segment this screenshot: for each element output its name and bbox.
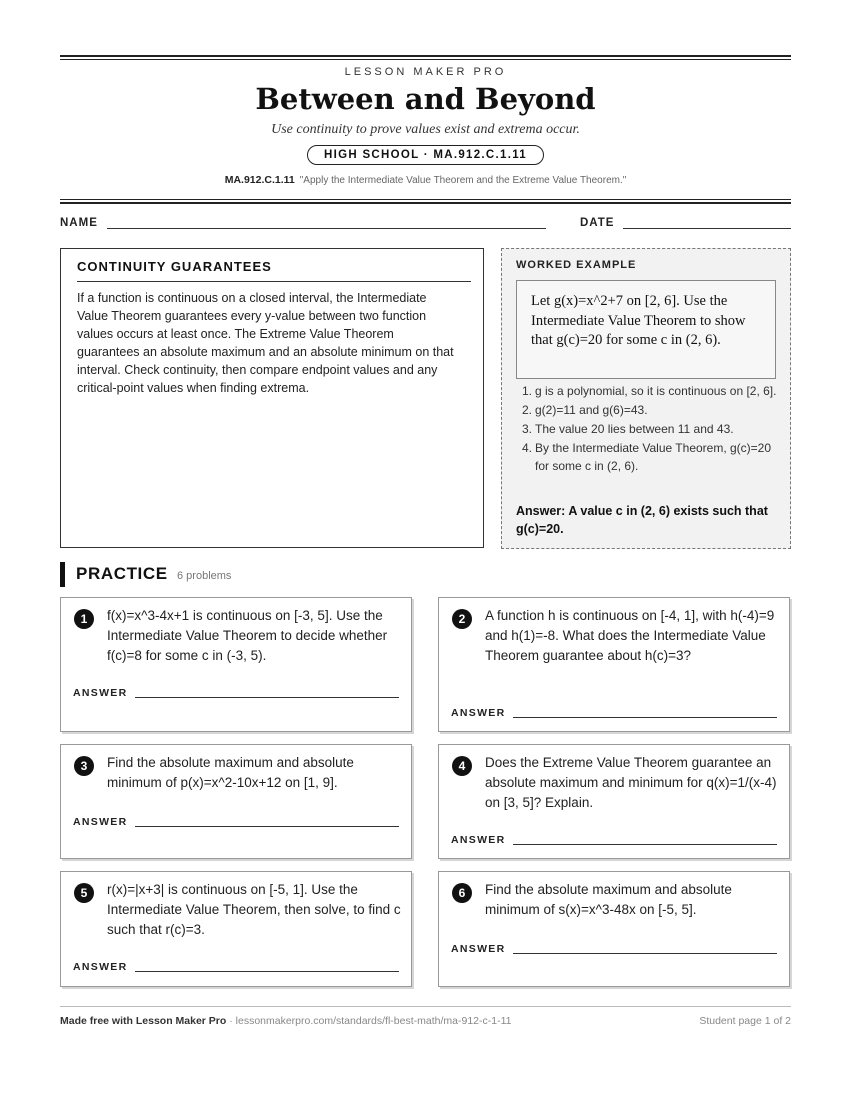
answer-field[interactable]	[135, 971, 399, 972]
header-top-rule-inner	[60, 59, 791, 60]
step-text: g is a polynomial, so it is continuous on [2, 6].	[535, 384, 777, 398]
standard-code: MA.912.C.1.11	[224, 174, 295, 186]
answer-label: ANSWER	[451, 943, 506, 955]
footer-url: · lessonmakerpro.com/standards/fl-best-math/ma-912-c-1-11	[226, 1015, 512, 1027]
standard-line	[60, 174, 791, 186]
problem-text: Find the absolute maximum and absolute minimum of p(x)=x^2-10x+12 on [1, 9].	[107, 755, 354, 790]
answer-label: ANSWER	[73, 816, 128, 828]
problem-text: r(x)=|x+3| is continuous on [-5, 1]. Use the Intermediate Value Theorem, then solve, to find c such that r(c)=3.	[107, 882, 401, 937]
name-field[interactable]	[107, 228, 546, 229]
problem-card-1	[60, 597, 412, 732]
worked-example-step	[516, 402, 778, 420]
problem-card-4	[438, 744, 790, 859]
step-number: 1.	[522, 384, 533, 398]
problem-text: Does the Extreme Value Theorem guarantee an absolute maximum and minimum for q(x)=1/(x-4) on [3, 5]? Explain.	[485, 755, 777, 810]
answer-label: ANSWER	[73, 961, 128, 973]
continuity-title: CONTINUITY GUARANTEES	[77, 259, 272, 274]
footer-made-with: Made free with Lesson Maker Pro	[60, 1015, 227, 1027]
problem-number-badge: 1	[74, 609, 94, 629]
problem-number-badge: 3	[74, 756, 94, 776]
name-label: NAME	[60, 217, 98, 229]
header-bottom-rule-inner	[60, 199, 791, 200]
continuity-guarantees-box	[60, 248, 484, 548]
answer-field[interactable]	[513, 844, 777, 845]
worked-example-step	[516, 440, 778, 475]
problem-card-5	[60, 871, 412, 987]
grade-pill-wrap	[60, 145, 791, 165]
standard-text: "Apply the Intermediate Value Theorem and the Extreme Value Theorem."	[299, 175, 627, 186]
problem-text: f(x)=x^3-4x+1 is continuous on [-3, 5]. Use the Intermediate Value Theorem to decide whether f(c)=8 for some c in (-3, 5).	[107, 608, 388, 663]
header-top-rule	[60, 55, 791, 57]
answer-label: ANSWER	[451, 707, 506, 719]
problem-text: Find the absolute maximum and absolute minimum of s(x)=x^3-48x on [-5, 5].	[485, 882, 732, 917]
footer-divider	[60, 1006, 791, 1007]
problem-card-6	[438, 871, 790, 987]
worked-example-steps	[516, 383, 778, 477]
answer-field[interactable]	[513, 953, 777, 954]
continuity-body: If a function is continuous on a closed interval, the Intermediate Value Theorem guarantees every y-value between two function values occurs at least once. The Extreme Value Theorem guarantees an absolute maximum and an absolute minimum on that interval. Check continuity, then compare endpoint values and any critical-point values when finding extrema.	[77, 291, 454, 395]
page-title: Between and Beyond	[255, 82, 596, 116]
problem-card-3	[60, 744, 412, 859]
step-number: 4.	[522, 441, 533, 455]
problem-number-badge: 4	[452, 756, 472, 776]
answer-field[interactable]	[135, 826, 399, 827]
practice-title: PRACTICE	[76, 564, 168, 583]
step-number: 3.	[522, 422, 533, 436]
answer-field[interactable]	[513, 717, 777, 718]
worked-example-step	[516, 421, 778, 439]
worked-example-answer: Answer: A value c in (2, 6) exists such that g(c)=20.	[516, 504, 768, 536]
worksheet-page	[60, 0, 791, 1100]
answer-label: ANSWER	[73, 687, 128, 699]
problem-number-badge: 2	[452, 609, 472, 629]
date-label: DATE	[580, 217, 615, 229]
footer-credit	[60, 1015, 511, 1027]
answer-field[interactable]	[135, 697, 399, 698]
worked-example-step	[516, 383, 778, 401]
practice-count: 6 problems	[177, 570, 232, 582]
date-field[interactable]	[623, 228, 791, 229]
grade-standard-pill: HIGH SCHOOL · MA.912.C.1.11	[307, 145, 544, 165]
step-text: g(2)=11 and g(6)=43.	[535, 403, 648, 417]
step-number: 2.	[522, 403, 533, 417]
problem-card-2	[438, 597, 790, 732]
header-bottom-rule	[60, 202, 791, 204]
continuity-divider	[77, 281, 471, 282]
worked-example-problem: Let g(x)=x^2+7 on [2, 6]. Use the Intermediate Value Theorem to show that g(c)=20 for some c in (2, 6).	[516, 280, 776, 379]
page-subtitle: Use continuity to prove values exist and extrema occur.	[271, 122, 580, 137]
step-text: The value 20 lies between 11 and 43.	[535, 422, 734, 436]
problem-text: A function h is continuous on [-4, 1], with h(-4)=9 and h(1)=-8. What does the Intermediate Value Theorem guarantee about h(c)=3?	[485, 608, 775, 663]
footer-page-number: Student page 1 of 2	[699, 1015, 791, 1027]
step-text: By the Intermediate Value Theorem, g(c)=20 for some c in (2, 6).	[535, 441, 772, 473]
brand-name: LESSON MAKER PRO	[344, 66, 507, 78]
problem-number-badge: 6	[452, 883, 472, 903]
problem-number-badge: 5	[74, 883, 94, 903]
answer-label: ANSWER	[451, 834, 506, 846]
worked-example-title: WORKED EXAMPLE	[516, 259, 637, 271]
worked-example-box	[501, 248, 791, 549]
practice-accent-bar	[60, 562, 65, 587]
